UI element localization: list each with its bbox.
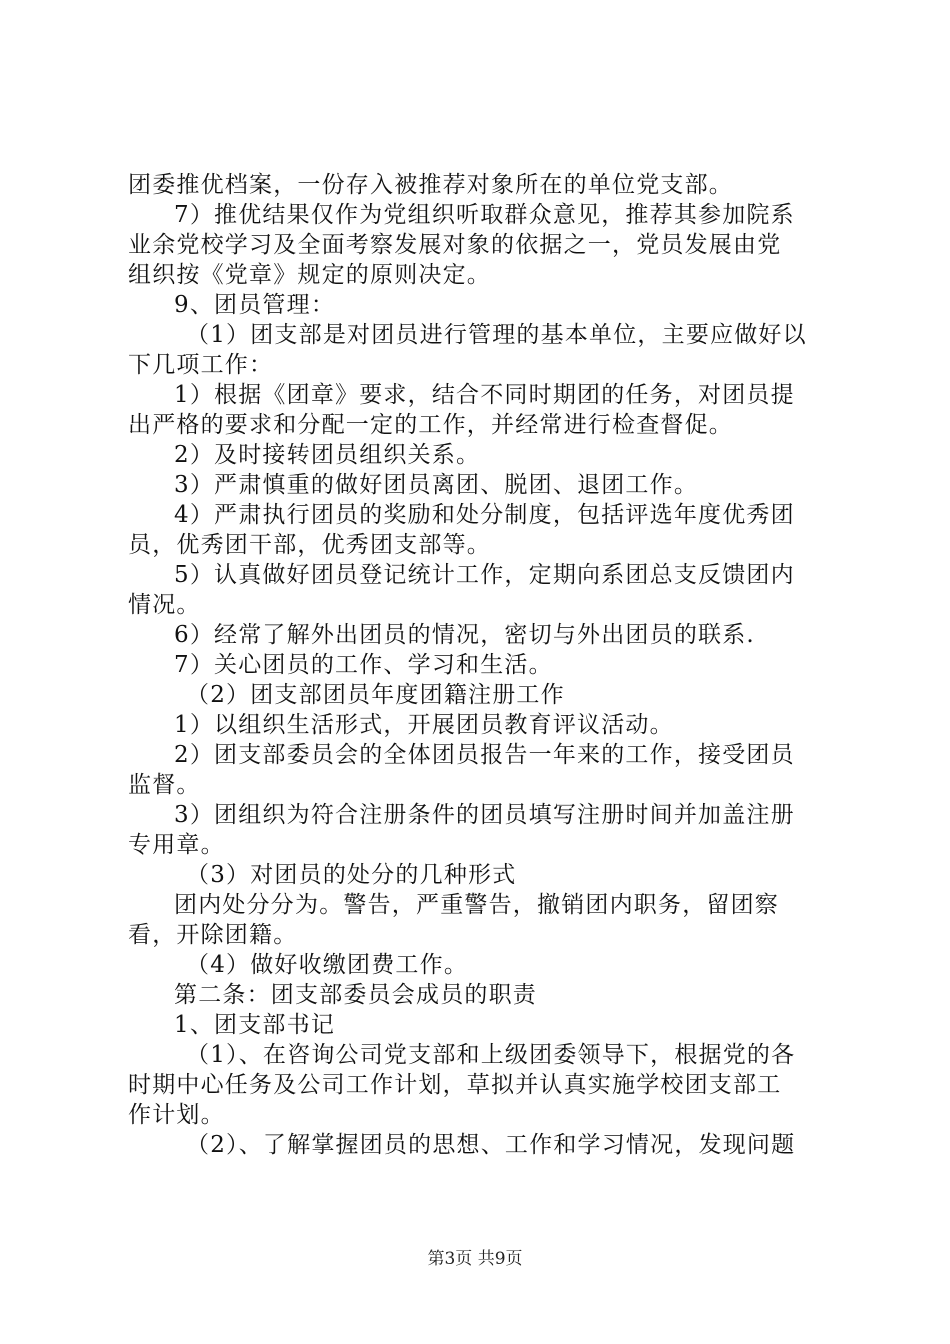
text-line: 组织按《党章》规定的原则决定。 bbox=[128, 262, 491, 288]
text-line: 团委推优档案，一份存入被推荐对象所在的单位党支部。 bbox=[128, 172, 733, 198]
text-line: （2）、了解掌握团员的思想、工作和学习情况，发现问题 bbox=[186, 1132, 796, 1158]
text-line: 时期中心任务及公司工作计划，草拟并认真实施学校团支部工 bbox=[128, 1072, 782, 1098]
text-line: （3）对团员的处分的几种形式 bbox=[186, 862, 517, 888]
text-line: 1）根据《团章》要求，结合不同时期团的任务，对团员提 bbox=[174, 382, 795, 408]
text-line: 下几项工作： bbox=[128, 352, 274, 378]
text-line: 6）经常了解外出团员的情况，密切与外出团员的联系. bbox=[174, 622, 755, 648]
text-line: 2）及时接转团员组织关系。 bbox=[174, 442, 481, 468]
text-line: 3）严肃慎重的做好团员离团、脱团、退团工作。 bbox=[174, 472, 699, 498]
text-line: 情况。 bbox=[128, 592, 201, 618]
text-line: （4）做好收缴团费工作。 bbox=[186, 952, 469, 978]
text-line: 7）关心团员的工作、学习和生活。 bbox=[174, 652, 553, 678]
text-line: 2）团支部委员会的全体团员报告一年来的工作，接受团员 bbox=[174, 742, 795, 768]
text-line: 团内处分分为。警告，严重警告，撤销团内职务，留团察 bbox=[174, 892, 779, 918]
text-line: 9、团员管理： bbox=[174, 292, 336, 318]
text-line: 5）认真做好团员登记统计工作，定期向系团总支反馈团内 bbox=[174, 562, 795, 588]
text-line: （2）团支部团员年度团籍注册工作 bbox=[186, 682, 565, 708]
text-line: 7）推优结果仅作为党组织听取群众意见，推荐其参加院系 bbox=[174, 202, 795, 228]
text-line: 出严格的要求和分配一定的工作，并经常进行检查督促。 bbox=[128, 412, 733, 438]
text-line: （1）、在咨询公司党支部和上级团委领导下，根据党的各 bbox=[186, 1042, 796, 1068]
text-line: （1）团支部是对团员进行管理的基本单位，主要应做好以 bbox=[186, 322, 807, 348]
document-body bbox=[128, 170, 838, 1160]
text-line: 业余党校学习及全面考察发展对象的依据之一，党员发展由党 bbox=[128, 232, 782, 258]
text-line: 第二条：团支部委员会成员的职责 bbox=[174, 982, 537, 1008]
text-line: 1）以组织生活形式，开展团员教育评议活动。 bbox=[174, 712, 674, 738]
text-line: 作计划。 bbox=[128, 1102, 225, 1128]
text-line: 4）严肃执行团员的奖励和处分制度，包括评选年度优秀团 bbox=[174, 502, 795, 528]
page-footer: 第3页 共9页 bbox=[427, 1249, 523, 1269]
text-line: 1、团支部书记 bbox=[174, 1012, 336, 1038]
text-line: 看，开除团籍。 bbox=[128, 922, 298, 948]
text-line: 监督。 bbox=[128, 772, 201, 798]
text-line: 专用章。 bbox=[128, 832, 225, 858]
text-line: 员，优秀团干部，优秀团支部等。 bbox=[128, 532, 491, 558]
text-line: 3）团组织为符合注册条件的团员填写注册时间并加盖注册 bbox=[174, 802, 795, 828]
